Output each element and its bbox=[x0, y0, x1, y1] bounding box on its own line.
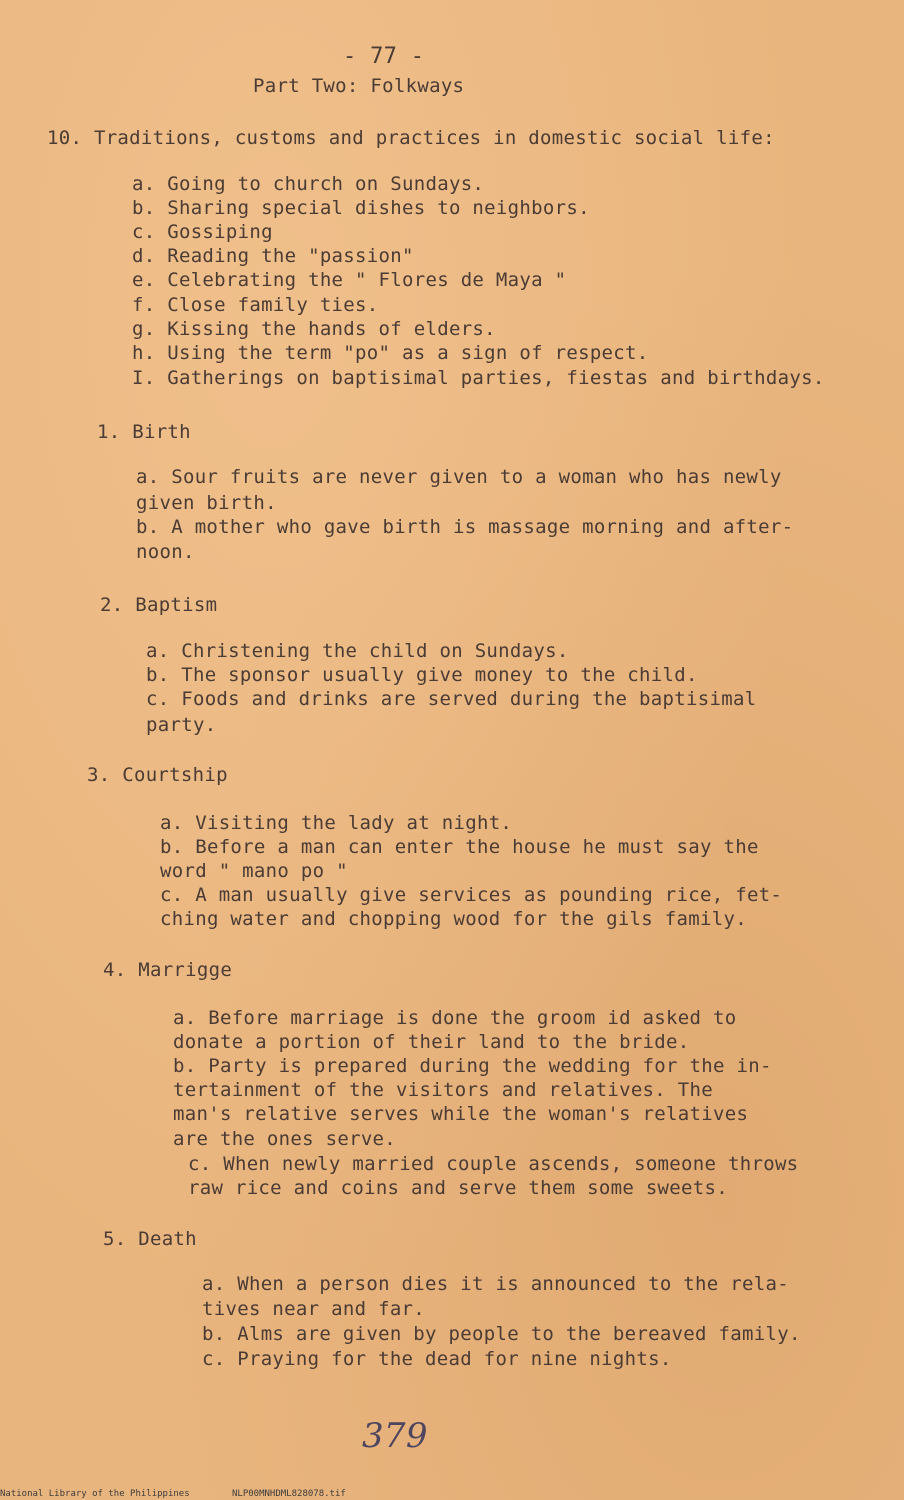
courtship-line: ching water and chopping wood for the gils family. bbox=[160, 908, 747, 930]
baptism-heading: 2. Baptism bbox=[100, 594, 218, 616]
death-line: c. Praying for the dead for nine nights. bbox=[202, 1348, 672, 1370]
courtship-line: c. A man usually give services as pounding rice, fet- bbox=[160, 884, 783, 906]
death-line: b. Alms are given by people to the bereaved family. bbox=[202, 1323, 801, 1345]
general-item: d. Reading the "passion" bbox=[132, 245, 414, 267]
baptism-line: b. The sponsor usually give money to the child. bbox=[146, 664, 698, 686]
footer-file: NLP00MNHDML828078.tif bbox=[232, 1489, 346, 1499]
section-heading: 10. Traditions, customs and practices in domestic social life: bbox=[47, 127, 775, 149]
page-number: - 77 - bbox=[343, 44, 425, 69]
footer-library: National Library of the Philippines bbox=[0, 1489, 190, 1499]
marriage-line: tertainment of the visitors and relatives. The bbox=[173, 1079, 713, 1101]
birth-line: b. A mother who gave birth is massage morning and after- bbox=[136, 516, 794, 538]
general-item: b. Sharing special dishes to neighbors. bbox=[132, 197, 590, 219]
general-item: I. Gatherings on baptisimal parties, fiestas and birthdays. bbox=[132, 367, 825, 389]
marriage-heading: 4. Marrigge bbox=[103, 959, 233, 981]
marriage-line: c. When newly married couple ascends, someone throws bbox=[188, 1153, 799, 1175]
death-heading: 5. Death bbox=[103, 1228, 197, 1250]
part-title: Part Two: Folkways bbox=[253, 75, 465, 97]
general-item: g. Kissing the hands of elders. bbox=[132, 318, 496, 340]
handwritten-page-number: 379 bbox=[362, 1416, 428, 1456]
general-item: e. Celebrating the " Flores de Maya " bbox=[132, 269, 567, 291]
marriage-line: b. Party is prepared during the wedding for the in- bbox=[173, 1055, 772, 1077]
baptism-line: a. Christening the child on Sundays. bbox=[146, 640, 569, 662]
birth-line: a. Sour fruits are never given to a woman who has newly bbox=[136, 466, 782, 488]
general-item: f. Close family ties. bbox=[132, 294, 379, 316]
marriage-line: a. Before marriage is done the groom id asked to bbox=[173, 1007, 737, 1029]
courtship-heading: 3. Courtship bbox=[87, 764, 228, 786]
marriage-line: raw rice and coins and serve them some sweets. bbox=[188, 1177, 728, 1199]
birth-line: noon. bbox=[136, 541, 195, 563]
birth-line: given birth. bbox=[136, 492, 277, 514]
courtship-line: a. Visiting the lady at night. bbox=[160, 812, 513, 834]
courtship-line: word " mano po " bbox=[160, 860, 348, 882]
courtship-line: b. Before a man can enter the house he must say the bbox=[160, 836, 759, 858]
general-item: c. Gossiping bbox=[132, 221, 273, 243]
death-line: tives near and far. bbox=[202, 1298, 426, 1320]
birth-heading: 1. Birth bbox=[97, 421, 191, 443]
marriage-line: man's relative serves while the woman's relatives bbox=[173, 1103, 749, 1125]
general-item: h. Using the term "po" as a sign of respect. bbox=[132, 342, 649, 364]
marriage-line: donate a portion of their land to the bride. bbox=[173, 1031, 690, 1053]
general-item: a. Going to church on Sundays. bbox=[132, 173, 485, 195]
baptism-line: c. Foods and drinks are served during the baptisimal bbox=[146, 688, 757, 710]
marriage-line: are the ones serve. bbox=[173, 1128, 397, 1150]
death-line: a. When a person dies it is announced to the rela- bbox=[202, 1273, 789, 1295]
baptism-line: party. bbox=[146, 714, 217, 736]
